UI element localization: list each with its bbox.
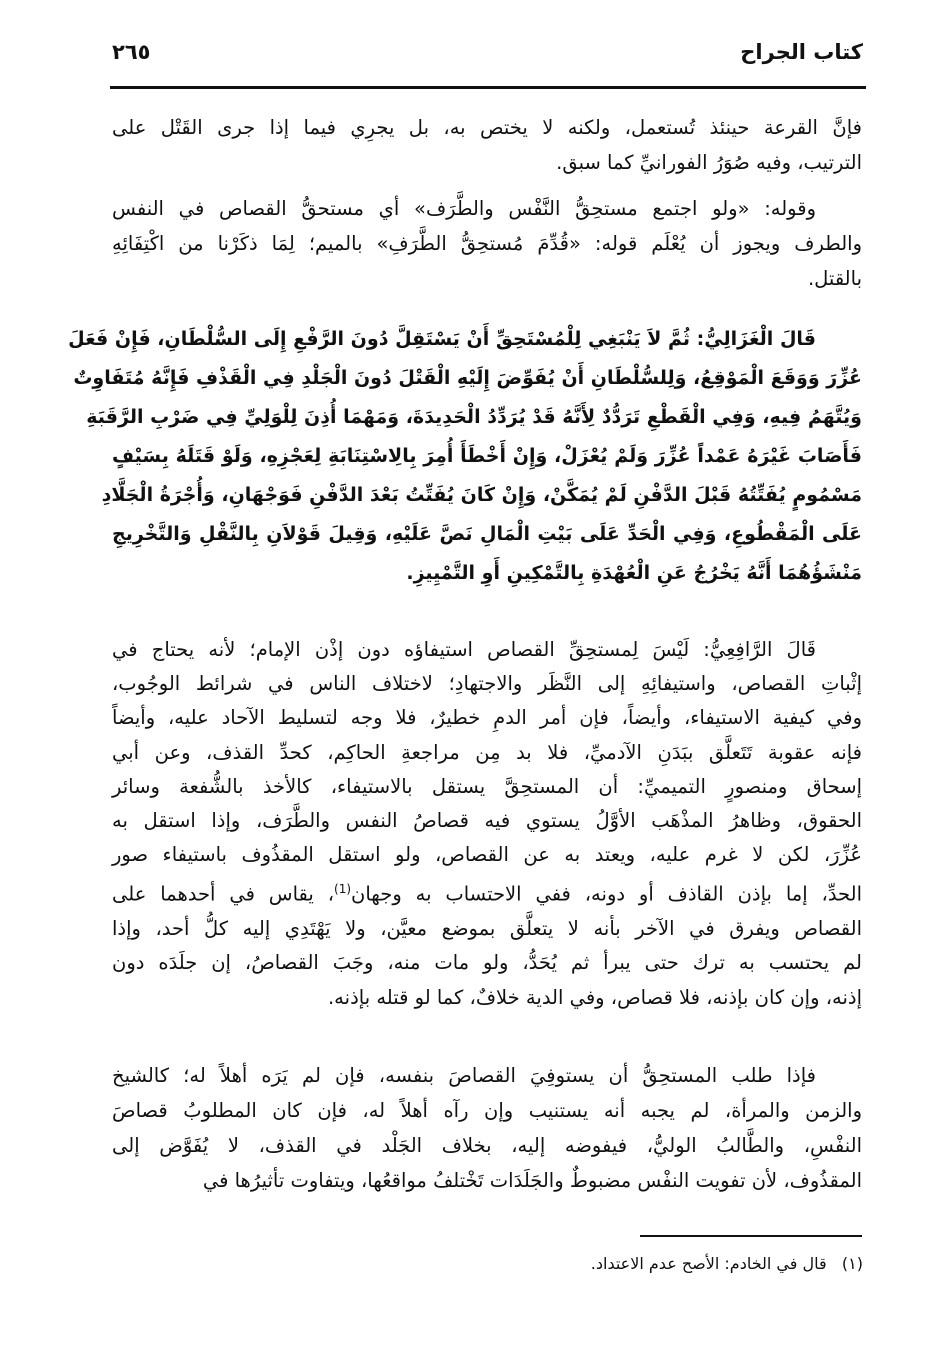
paragraph xyxy=(112,110,862,180)
text-line: إثْباتِ القصاص، واستيفائِهِ إلى النَّظَر والاجتهادِ؛ لاختلاف الناس في شرائط الوجُوب، xyxy=(112,672,862,696)
text-segment: الحدِّ، إما بإذن القاذف أو دونه، ففي الاحتساب به وجهان xyxy=(351,882,863,906)
text-line: الحقوق، وظاهرُ المذْهَب الأوَّلُ يستوي فيه قصاصُ النفس والطَّرَف، وإذا استقل به xyxy=(112,809,862,833)
text-line: عُزِّرَ وَوَقَعَ الْمَوْقِعُ، وَلِلسُّلْطَانِ أَنْ يُفَوِّضَ إِلَيْهِ الْقَتْلَ دُونَ الْجَلْدِ فِي الْقَذْفِ فَإِنَّهُ مُتَفَاوِتٌ xyxy=(73,367,862,389)
text-line: والطرف ويجوز أن يُعْلَم قوله: «قُدِّمَ مُستحِقُّ الطَّرَفِ» بالميم؛ لِمَا ذكَرْنا من اكْتِفَائِهِ xyxy=(112,232,862,255)
text-line: فإنَّ القرعة حينئذ تُستعمل، ولكنه لا يختص به، بل يجرِي فيما إذا جرى القَتْل على xyxy=(112,116,862,139)
text-line: فإنه عقوبة تَتَعلَّق ببَدَنِ الآدميِّ، فلا بد مِن مراجعةِ الحاكِم، كحدِّ القذف، وعن أبي xyxy=(112,740,862,764)
text-line: قَالَ الرَّافِعِيُّ: لَيْسَ لِمستحِقِّ القصاص استيفاؤه دون إذْن الإمام؛ لأنه يحتاج في xyxy=(112,638,816,661)
text-line: والزمن والمرأة، لم يجبه أنه يستنيب وإن رآه أهلاً له، فإن كان المطلوبُ قصاصَ xyxy=(112,1099,862,1122)
page-number: ٢٦٥ xyxy=(112,40,151,64)
text-line: النفْسِ، والطَّالبُ الوليُّ، فيفوضه إليه، بخلاف الجَلْد في القذف، لا يُفَوَّض إلى xyxy=(112,1134,862,1157)
text-line: إذنه، وإن كان بإذنه، فلا قصاص، وفي الدية خلافٌ، كما لو قتله بإذنه. xyxy=(327,985,862,1009)
text-line: مَسْمُومٍ يُفَتِّتُهُ قَبْلَ الدَّفْنِ لَمْ يُمَكَّنْ، وَإِنْ كَانَ يُفَتِّتُ بَعْدَ الدَّفْنِ فَوَجْهَانِ، وَأُجْرَةُ الْجَلَّادِ xyxy=(101,484,862,506)
text-line: عُزِّرَ، لكن لا غرم عليه، ويعتد به عن القصاص، ولو استقل المقذُوف باستيفاء صور xyxy=(112,843,862,867)
footnote-marker: (١) xyxy=(841,1254,863,1273)
text-line: لم يحتسب به ترك حتى يبرأ ثم يُحَدُّ، ولو مات منه، وجَبَ القصاصُ، إن جلَدَه دون xyxy=(112,951,862,975)
footnote-reference: (1) xyxy=(334,882,352,897)
text-line: فَأَصَابَ غَيْرَهُ عَمْداً عُزِّرَ وَلَمْ يُعْزَلْ، وَإِنْ أَخْطَأَ أُمِرَ بِالِاسْتِنَابَةِ لِعَجْزِهِ، وَلَوْ قَتَلَهُ بِسَيْفٍ xyxy=(112,445,862,467)
text-line: عَلَى الْمَقْطُوعِ، وَفِي الْحَدِّ عَلَى بَيْتِ الْمَالِ نَصَّ عَلَيْهِ، وَقِيلَ قَوْلاَنِ بِالنَّقْلِ وَالتَّخْرِيجِ xyxy=(112,523,862,545)
footnote-text: قال في الخادم: الأصح عدم الاعتداد. xyxy=(590,1254,827,1273)
text-line: وقوله: «ولو اجتمع مستحِقُّ النَّفْس والطَّرَف» أي مستحقُّ القصاص في النفس xyxy=(112,197,816,220)
paragraph xyxy=(68,320,862,593)
text-line: فإذا طلب المستحِقُّ أن يستوفِيَ القصاصَ بنفسه، فإن لم يَرَه أهلاً له؛ كالشيخ xyxy=(112,1064,816,1087)
text-line: وَيُتَّهَمُ فِيهِ، وَفِي الْقَطْعِ تَرَدُّدٌ لِأَنَّهُ قَدْ يُرَدِّدُ الْحَدِيدَةَ، وَمَهْمَا أُذِنَ لِلْوَلِيِّ فِي ضَرْبِ الرَّقَبَةِ xyxy=(86,406,862,428)
text-segment: ، يقاس في أحدهما على xyxy=(112,882,334,906)
text-line: الترتيب، وفيه صُوَرُ الفورانيِّ كما سبق. xyxy=(556,151,862,174)
text-line: القصاص ويفرق في الآخر بأنه لا يتعلَّق بموضع معيَّن، ولا يَهْتَدِي إليه كلُّ أحد، وإذا xyxy=(112,917,862,941)
running-title: كتاب الجراح xyxy=(740,40,863,64)
paragraph xyxy=(112,1058,862,1198)
text-line: المقذُوف، لأن تفويت النفْس مضبوطٌ والجَلَدَات تَخْتلفُ مواقعُها، ويتفاوت تأثيرُها في xyxy=(202,1169,862,1192)
text-line xyxy=(112,872,862,912)
text-line: إسحاق ومنصورٍ التميميِّ: أن المستحِقَّ يستقل بالاستيفاء، كالأخذ بالشُّفعة وسائر xyxy=(112,774,862,798)
text-line: قَالَ الْغَزَالِيُّ: ثُمَّ لاَ يَنْبَغِي لِلْمُسْتَحِقِّ أَنْ يَسْتَقِلَّ دُونَ الرَّفْعِ إِلَى السُّلْطَانِ، فَإِنْ فَعَلَ xyxy=(68,328,816,350)
footnote-rule xyxy=(640,1235,862,1237)
paragraph xyxy=(112,191,862,296)
text-line: وفي كيفية الاستيفاء، وأيضاً، فإن أمر الدمِ خطيرٌ، فلا وجه لتسليط الآحاد عليه، وأيضاً xyxy=(112,706,862,730)
paragraph xyxy=(112,633,862,1015)
header-rule xyxy=(110,86,866,89)
footnote xyxy=(591,1254,863,1273)
text-line: مَنْشَؤُهُمَا أَنَّهُ يَخْرُجُ عَنِ الْعُهْدَةِ بِالتَّمْكِينِ أَوِ التَّمْيِيزِ. xyxy=(406,562,862,584)
text-line: بالقتل. xyxy=(807,267,862,290)
